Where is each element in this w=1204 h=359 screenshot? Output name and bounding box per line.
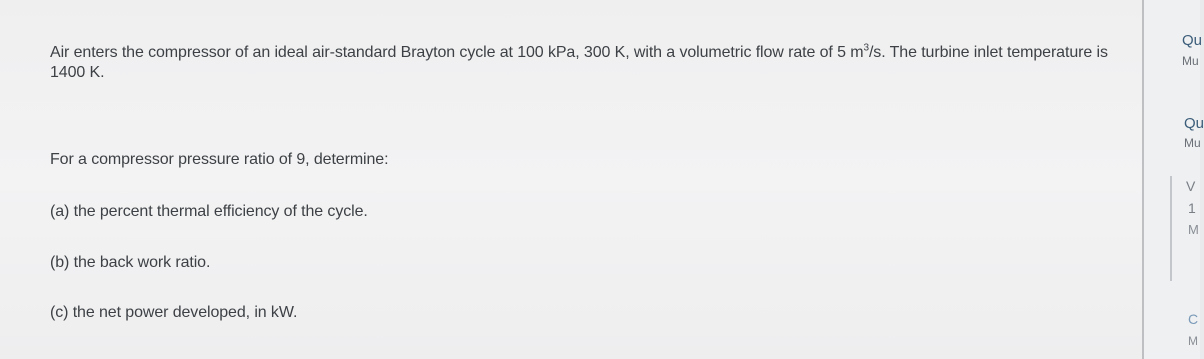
problem-statement-text-end: /s. The turbine inlet temperature is 1400 K. — [50, 44, 1108, 81]
sidebar-item-1-subtitle: Mu — [1182, 54, 1199, 68]
related-questions-sidebar — [1144, 0, 1204, 359]
problem-statement — [50, 43, 1130, 83]
sidebar-item-3-number: 1 — [1188, 200, 1196, 216]
part-b: (b) the back work ratio. — [50, 254, 211, 271]
sidebar-item-1-title[interactable]: Qu — [1182, 32, 1203, 49]
part-a: (a) the percent thermal efficiency of the cycle. — [50, 203, 368, 220]
question-prompt: For a compressor pressure ratio of 9, determine: — [50, 151, 389, 168]
sidebar-item-4-subtitle: M — [1188, 334, 1198, 348]
sidebar-item-3-title[interactable]: V — [1186, 178, 1196, 194]
sidebar-item-4-title[interactable]: C — [1188, 311, 1199, 327]
sidebar-item-2-subtitle: Mu — [1184, 136, 1201, 150]
cubic-superscript: 3 — [863, 42, 869, 54]
sidebar-divider — [1170, 176, 1172, 281]
part-c: (c) the net power developed, in kW. — [50, 304, 298, 321]
sidebar-item-3-subtitle: M — [1188, 222, 1199, 237]
sidebar-item-2-title[interactable]: Qu — [1184, 115, 1204, 132]
problem-statement-text: Air enters the compressor of an ideal air-standard Brayton cycle at 100 kPa, 300 K, with a volumetric flow rate of 5 m — [50, 44, 864, 61]
